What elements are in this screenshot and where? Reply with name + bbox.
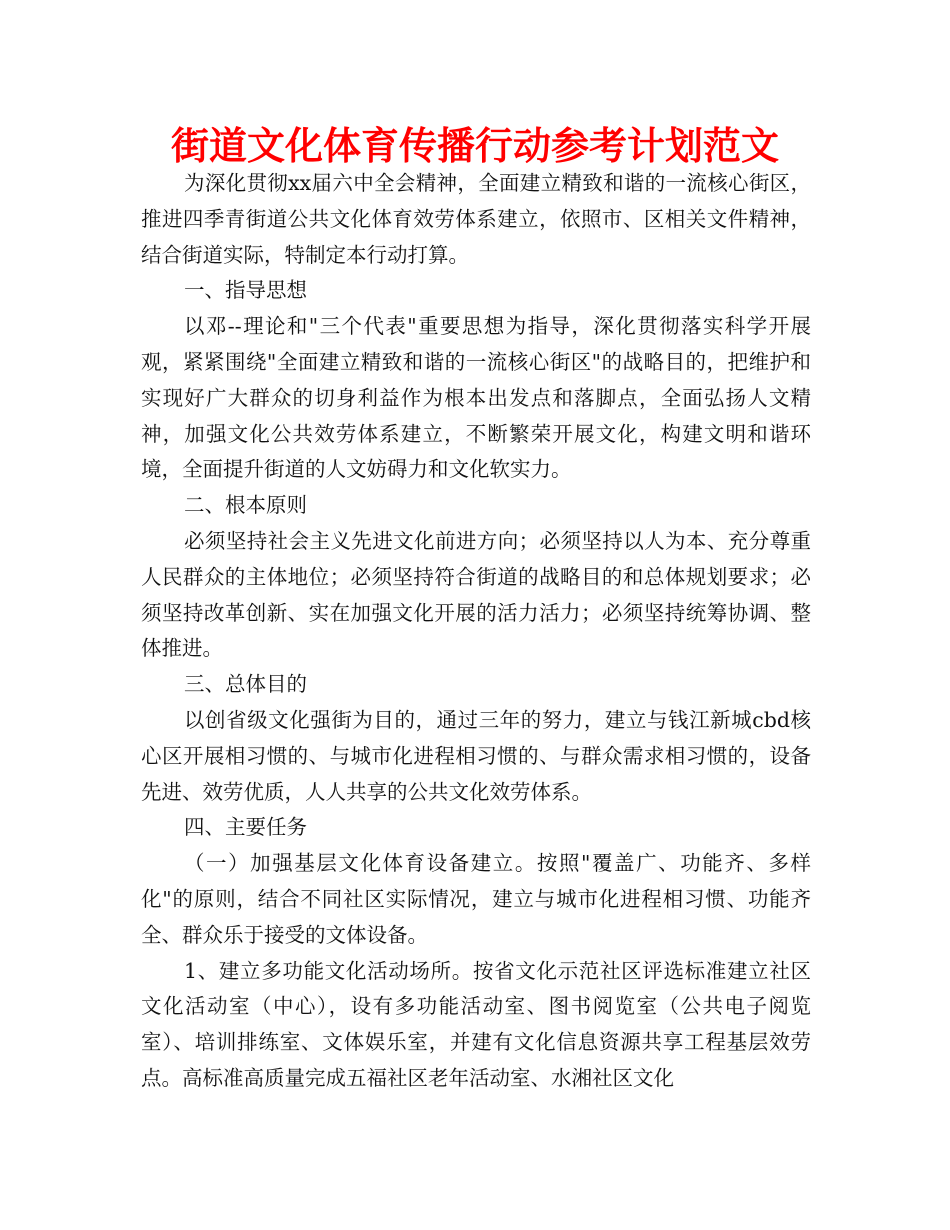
task-1-paragraph: （一）加强基层文化体育设备建立。按照"覆盖广、功能齐、多样化"的原则，结合不同社区实际情况，建立与城市化进程相习惯、功能齐全、群众乐于接受的文体设备。 [141,851,811,947]
task-1-item-1-paragraph: 1、建立多功能文化活动场所。按省文化示范社区评选标准建立社区文化活动室（中心），设有多功能活动室、图书阅览室（公共电子阅览室）、培训排练室、文体娱乐室，并建有文化信息资源共享工程基层效劳点。高标准高质量完成五福社区老年活动室、水湘社区文化 [141,958,811,1090]
guiding-ideology-paragraph: 以邓--理论和"三个代表"重要思想为指导，深化贯彻落实科学开展观，紧紧围绕"全面建立精致和谐的一流核心街区"的战略目的，把维护和实现好广大群众的切身利益作为根本出发点和落脚点，全面弘扬人文精神，加强文化公共效劳体系建立，不断繁荣开展文化，构建文明和谐环境，全面提升街道的人文妨碍力和文化软实力。 [141,314,811,482]
section-heading-main-tasks: 四、主要任务 [184,815,307,840]
section-heading-guiding-ideology: 一、指导思想 [184,278,307,303]
section-heading-overall-goal: 三、总体目的 [184,672,307,697]
overall-goal-paragraph: 以创省级文化强街为目的，通过三年的努力，建立与钱江新城cbd核心区开展相习惯的、与城市化进程相习惯的、与群众需求相习惯的，设备先进、效劳优质，人人共享的公共文化效劳体系。 [141,707,811,804]
document-title: 街道文化体育传播行动参考计划范文 [170,124,779,168]
basic-principles-paragraph: 必须坚持社会主义先进文化前进方向；必须坚持以人为本、充分尊重人民群众的主体地位；必须坚持符合街道的战略目的和总体规划要求；必须坚持改革创新、实在加强文化开展的活力活力；必须坚持统筹协调、整体推进。 [141,528,811,661]
section-heading-basic-principles: 二、根本原则 [184,493,307,518]
document-body [141,166,811,1097]
intro-paragraph: 为深化贯彻xx届六中全会精神，全面建立精致和谐的一流核心街区，推进四季青街道公共文化体育效劳体系建立，依照市、区相关文件精神，结合街道实际，特制定本行动打算。 [141,171,811,267]
